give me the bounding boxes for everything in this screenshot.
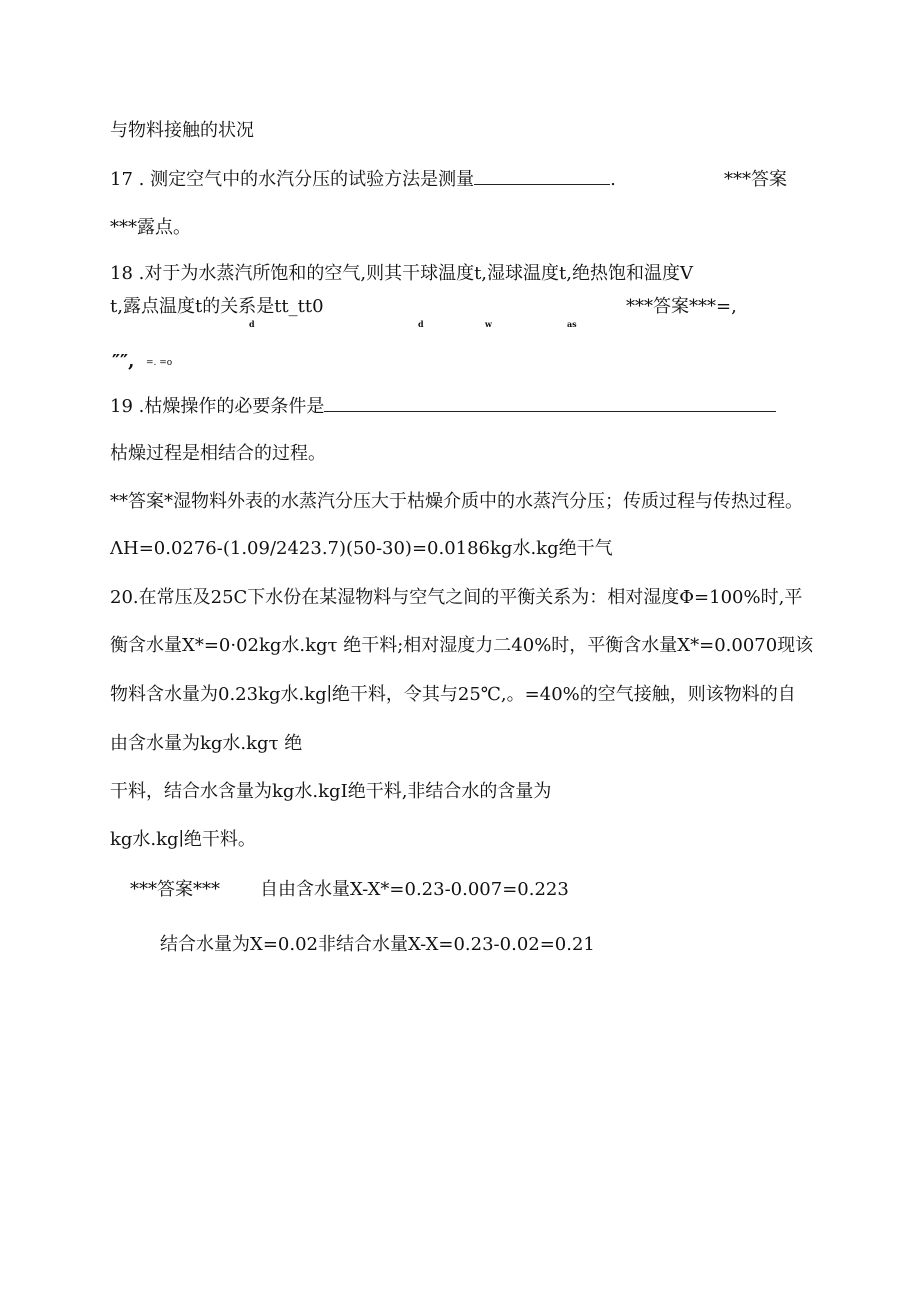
question-20-line-1: 20.在常压及25C下水份在某湿物料与空气之间的平衡关系为：相对湿度Φ=100%时,平 [110,587,803,608]
answer-blank [474,168,610,185]
question-20-line-3: 物料含水量为0.23kg水.kg∣绝干料，令其与25℃,。=40%的空气接触，则该物料的自 [110,684,796,705]
question-20-line-5: 干料，结合水含量为kg水.kgI绝干料,非结合水的含量为 [110,781,552,802]
question-17 [110,168,616,192]
answer-text: ***答案***=, [626,296,737,317]
subscript: w [485,319,492,329]
answer-text: 结合水量为X=0.02非结合水量X-X=0.23-0.02=0.21 [160,934,595,955]
answer-text: ***露点。 [110,217,191,238]
answer-text: 自由含水量X-X*=0.23-0.007=0.223 [260,879,569,900]
subscript: d [249,319,255,329]
formula-line: ΛH=0.0276-(1.09/2423.7)(50-30)=0.0186kg水.kg绝干气 [110,538,613,559]
answer-tag: ***答案 [724,169,787,190]
question-19-text: 19 .枯燥操作的必要条件是 [110,396,325,417]
question-20-line-6: kg水.kg∣绝干料。 [110,829,256,850]
question-17-text: 17 . 测定空气中的水汽分压的试验方法是测量 [110,169,475,190]
answer-marks: ″″, [112,351,135,372]
question-20-line-2: 衡含水量X*=0·02kg水.kgτ 绝干料;相对湿度力二40%时，平衡含水量X*=0.0070现该 [110,635,814,656]
question-18-line-2: t,露点温度t的关系是tt_tt0 [110,296,324,317]
subscript: d [418,319,424,329]
subscript: as [567,319,577,329]
answer-blank [324,395,776,412]
answer-tag: ***答案*** [130,879,220,900]
question-18-line-1: 18 .对于为水蒸汽所饱和的空气,则其干球温度t,湿球温度t,绝热饱和温度V [110,263,693,284]
question-19-line-2: 枯燥过程是相结合的过程。 [110,443,326,464]
text-line: 与物料接触的状况 [110,120,254,141]
question-20-line-4: 由含水量为kg水.kgτ 绝 [110,733,303,754]
question-17-period: . [610,169,616,190]
question-19 [110,395,776,419]
answer-marks-small: =. =o [146,358,173,368]
answer-text: **答案*湿物料外表的水蒸汽分压大于枯燥介质中的水蒸汽分压；传质过程与传热过程。 [110,491,803,512]
